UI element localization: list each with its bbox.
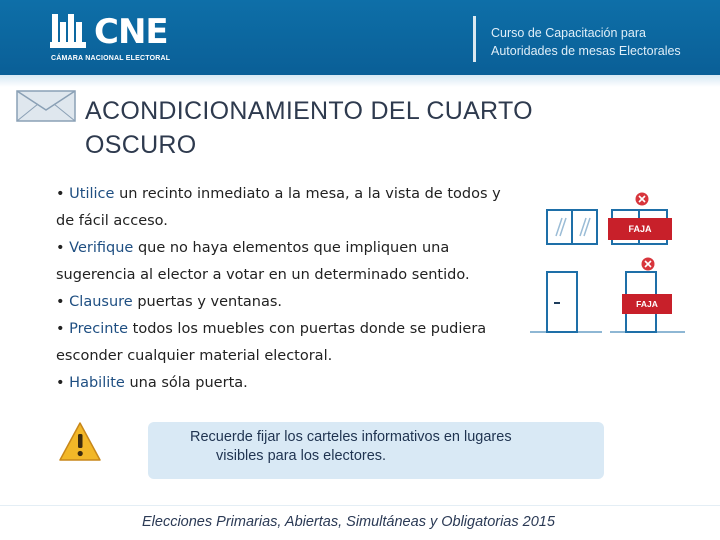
list-item: • Precinte todos los muebles con puertas donde se pudiera <box>56 321 487 337</box>
sealed-window-door-illustration <box>530 188 690 336</box>
list-item-text: todos los muebles con puertas donde se pudiera <box>132 321 487 337</box>
list-item-verb: Utilice <box>69 186 115 202</box>
header-band <box>0 75 720 87</box>
instruction-list <box>56 181 526 397</box>
footer-divider <box>0 505 720 506</box>
door-icon <box>530 272 602 332</box>
envelope-icon <box>16 90 76 122</box>
course-title-line2: Autoridades de mesas Electorales <box>491 44 681 58</box>
page-title-line1: ACONDICIONAMIENTO DEL CUARTO <box>85 97 533 125</box>
list-item-continuation: sugerencia al elector a votar en un determinado sentido. <box>56 267 470 283</box>
list-item-verb: Verifique <box>69 240 134 256</box>
list-item-verb: Precinte <box>69 321 129 337</box>
list-item-verb: Clausure <box>69 294 133 310</box>
list-item-text: un recinto inmediato a la mesa, a la vista de todos y <box>119 186 501 202</box>
seal-label: FAJA <box>636 299 658 309</box>
list-item-text: que no haya elementos que impliquen una <box>137 240 450 256</box>
seal-label: FAJA <box>628 224 652 234</box>
sealed-door-icon <box>610 258 685 333</box>
header-divider <box>473 16 476 62</box>
list-item: • Habilite una sóla puerta. <box>56 375 248 391</box>
course-title <box>491 24 681 60</box>
list-item: • Clausure puertas y ventanas. <box>56 294 283 310</box>
list-item: • Verifique que no haya elementos que impliquen una <box>56 240 450 256</box>
footer-text: Elecciones Primarias, Abiertas, Simultáneas y Obligatorias 2015 <box>142 514 555 530</box>
reminder-line2: visibles para los electores. <box>216 448 387 464</box>
sealed-window-icon <box>608 193 672 245</box>
course-title-line1: Curso de Capacitación para <box>491 26 646 40</box>
list-item-verb: Habilite <box>69 375 125 391</box>
warning-icon <box>58 420 102 464</box>
logo-text: CNE <box>94 12 168 52</box>
list-item-text: puertas y ventanas. <box>137 294 283 310</box>
reminder-line1: Recuerde fijar los carteles informativos en lugares <box>190 429 512 445</box>
reminder-text <box>190 428 590 466</box>
page-title-line2: OSCURO <box>85 131 197 159</box>
page-title <box>85 94 645 162</box>
list-item-text: una sóla puerta. <box>129 375 248 391</box>
list-item-continuation: esconder cualquier material electoral. <box>56 348 333 364</box>
list-item-continuation: de fácil acceso. <box>56 213 168 229</box>
logo-subtitle: CÁMARA NACIONAL ELECTORAL <box>51 55 171 62</box>
list-item: • Utilice un recinto inmediato a la mesa, a la vista de todos y <box>56 186 501 202</box>
cne-logo-icon <box>50 14 92 48</box>
header-bar <box>0 0 720 75</box>
window-icon <box>547 210 597 244</box>
